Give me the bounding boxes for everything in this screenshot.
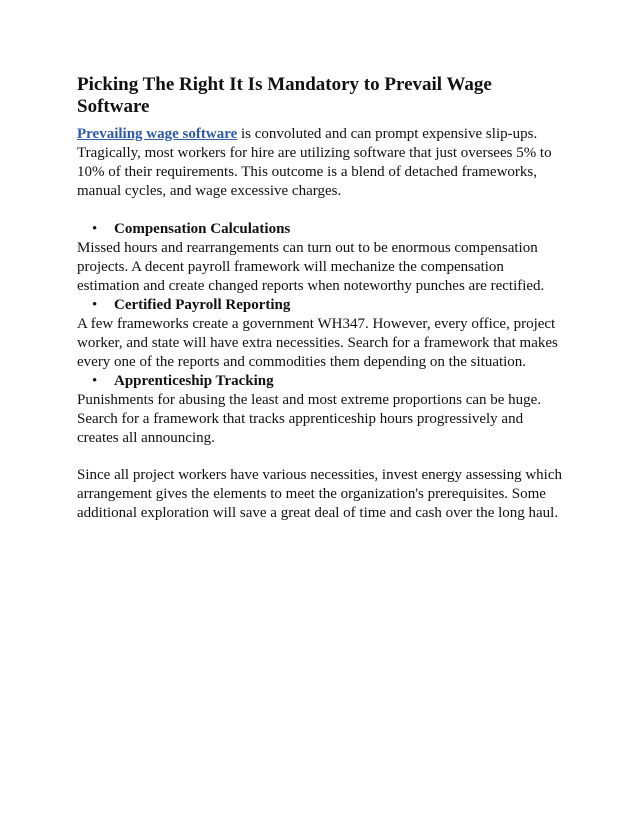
section-apprenticeship: [77, 372, 567, 448]
section-compensation: [77, 220, 567, 296]
section-body: Missed hours and rearrangements can turn out to be enormous compensation projects. A decent payroll framework will mechanize the compensation estimation and create changed reports when noteworthy punches are rectified.: [77, 240, 545, 294]
prevailing-wage-software-link[interactable]: Prevailing wage software: [77, 126, 238, 142]
section-body: A few frameworks create a government WH347. However, every office, project worker, and state will have extra necessities. Search for a framework that makes every one of the reports and commodities them depending on the situation.: [77, 316, 558, 370]
section-heading: Compensation Calculations: [114, 221, 291, 237]
document-title: Picking The Right It Is Mandatory to Prevail Wage Software: [77, 74, 492, 117]
section-heading: Apprenticeship Tracking: [114, 373, 274, 389]
section-heading: Certified Payroll Reporting: [114, 297, 291, 313]
bullet-icon: •: [92, 373, 98, 389]
section-body: Punishments for abusing the least and most extreme proportions can be huge. Search for a framework that tracks apprenticeship hours progressively and creates all announcing.: [77, 392, 542, 446]
intro-text: is convoluted and can prompt expensive slip-ups. Tragically, most workers for hire are utilizing software that just oversees 5% to 10% of their requirements. This outcome is a blend of detached frameworks, manual cycles, and wage excessive charges.: [77, 126, 552, 199]
bullet-icon: •: [92, 297, 98, 313]
document-page: [77, 74, 567, 523]
section-certified-payroll: [77, 296, 567, 372]
intro-paragraph: [77, 125, 567, 201]
bullet-icon: •: [92, 221, 98, 237]
closing-paragraph: Since all project workers have various necessities, invest energy assessing which arrangement gives the elements to meet the organization's prerequisites. Some additional exploration will save a great deal of time and cash over the long haul.: [77, 467, 563, 521]
